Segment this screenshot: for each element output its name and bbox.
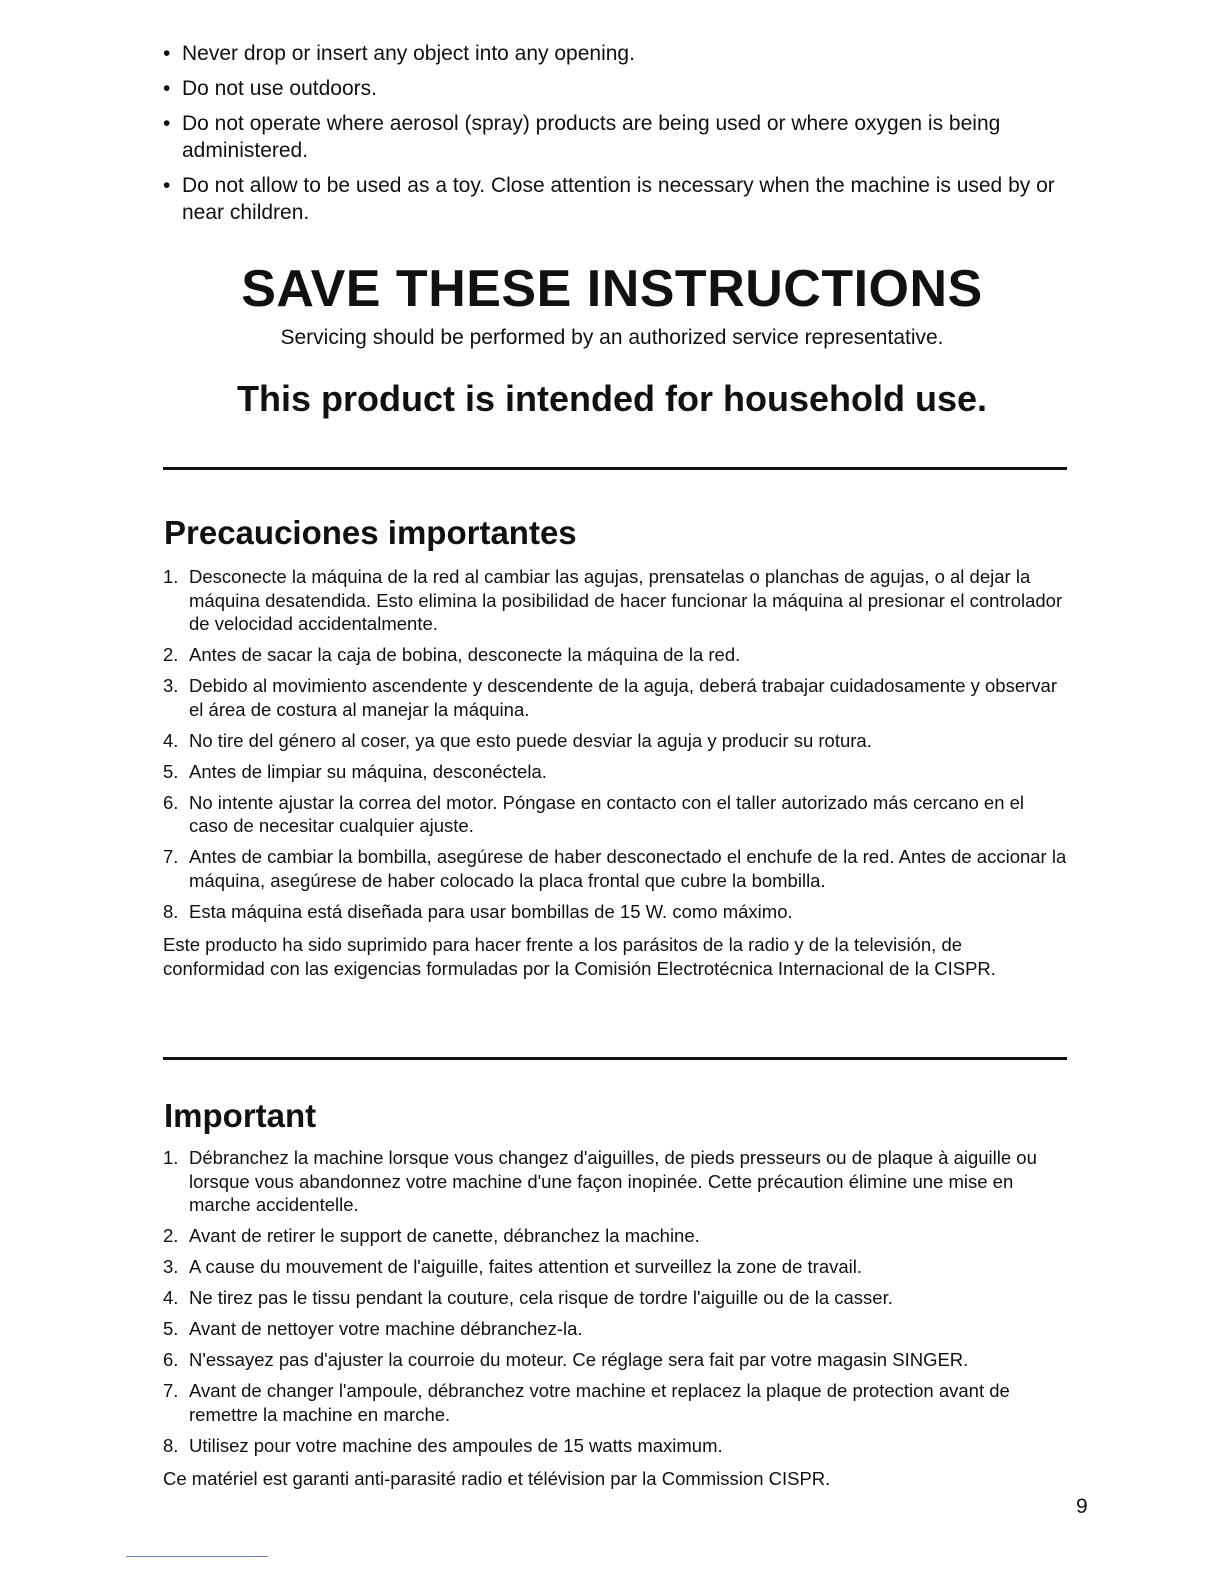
item-text: Esta máquina está diseñada para usar bombillas de 15 W. como máximo. [189, 900, 793, 922]
list-item [163, 1255, 1068, 1279]
item-number: 1. [163, 566, 179, 587]
item-number: 8. [163, 900, 179, 922]
item-text: Antes de cambiar la bombilla, asegúrese de haber desconectado el enchufe de la red. Antes de accionar la máquina, asegúrese de haber colocado la placa frontal que cubre la bombilla. [189, 846, 1067, 891]
item-text: N'essayez pas d'ajuster la courroie du moteur. Ce réglage sera fait par votre magasin SINGER. [189, 1349, 969, 1370]
footer-mark [126, 1556, 268, 1557]
section-divider [163, 467, 1067, 470]
item-number: 7. [163, 846, 179, 867]
list-item [163, 1317, 1068, 1341]
list-item [163, 845, 1068, 892]
list-item [163, 1434, 1068, 1458]
item-text: Avant de nettoyer votre machine débranchez-la. [189, 1318, 583, 1339]
warning-item: • Do not operate where aerosol (spray) products are being used or where oxygen is being administered. [163, 110, 1068, 164]
french-interference-note: Ce matériel est garanti anti-parasité radio et télévision par la Commission CISPR. [163, 1468, 831, 1489]
spanish-interference-note: Este producto ha sido suprimido para hacer frente a los parásitos de la radio y de la televisión, de conformidad con las exigencias formuladas por la Comisión Electrotécnica Internacional de la CISPR. [163, 934, 996, 979]
french-section-title: Important [164, 1097, 317, 1134]
item-number: 7. [163, 1380, 179, 1401]
item-number: 4. [163, 729, 179, 751]
warning-list [163, 40, 1068, 234]
item-text: Avant de changer l'ampoule, débranchez votre machine et replacez la plaque de protection avant de remettre la machine en marche. [189, 1380, 1010, 1425]
item-number: 6. [163, 791, 179, 813]
item-text: A cause du mouvement de l'aiguille, faites attention et surveillez la zone de travail. [189, 1256, 863, 1277]
save-instructions-heading: SAVE THESE INSTRUCTIONS [241, 260, 983, 318]
item-number: 1. [163, 1147, 179, 1168]
list-item [163, 791, 1068, 838]
item-text: Debido al movimiento ascendente y descendente de la aguja, deberá trabajar cuidadosamente y observar el área de costura al manejar la máquina. [189, 675, 1057, 720]
list-item [163, 729, 1068, 753]
item-text: Débranchez la machine lorsque vous changez d'aiguilles, de pieds presseurs ou de plaque à aiguille ou lorsque vous abandonnez votre machine d'une façon inopinée. Cette précaution élimine une mise en marche accidentelle. [189, 1147, 1037, 1215]
warning-item: • Do not use outdoors. [163, 75, 1068, 102]
item-number: 2. [163, 1225, 179, 1246]
list-item [163, 760, 1068, 784]
item-text: Utilisez pour votre machine des ampoules de 15 watts maximum. [189, 1434, 723, 1456]
page-number: 9 [1076, 1495, 1088, 1518]
list-item [163, 1286, 1068, 1310]
list-item [163, 900, 1068, 924]
item-text: Antes de limpiar su máquina, desconéctela. [189, 760, 547, 782]
list-item [163, 1379, 1068, 1426]
servicing-note: Servicing should be performed by an authorized service representative. [280, 326, 944, 349]
item-number: 2. [163, 644, 179, 665]
warning-item: • Never drop or insert any object into any opening. [163, 40, 1068, 67]
item-number: 5. [163, 760, 179, 782]
item-text: Desconecte la máquina de la red al cambiar las agujas, prensatelas o planchas de agujas, o al dejar la máquina desatendida. Esto elimina la posibilidad de hacer funcionar la máquina al presionar el controlador de velocidad accidentalmente. [189, 566, 1063, 634]
item-text: Ne tirez pas le tissu pendant la couture, cela risque de tordre l'aiguille ou de la casser. [189, 1287, 893, 1308]
list-item [163, 565, 1068, 636]
item-number: 3. [163, 1256, 179, 1277]
item-number: 5. [163, 1318, 179, 1339]
item-number: 4. [163, 1287, 179, 1308]
item-number: 8. [163, 1434, 179, 1456]
item-number: 3. [163, 675, 179, 696]
list-item [163, 674, 1068, 721]
section-divider [163, 1057, 1067, 1060]
spanish-precautions-list [163, 565, 1068, 931]
item-number: 6. [163, 1349, 179, 1370]
list-item [163, 1224, 1068, 1248]
item-text: No intente ajustar la correa del motor. Póngase en contacto con el taller autorizado más cercano en el caso de necesitar cualquier ajuste. [189, 791, 1025, 836]
list-item [163, 1146, 1068, 1217]
french-precautions-list [163, 1146, 1068, 1465]
item-text: No tire del género al coser, ya que esto puede desviar la aguja y producir su rotura. [189, 729, 872, 751]
item-text: Avant de retirer le support de canette, débranchez la machine. [189, 1225, 700, 1246]
spanish-section-title: Precauciones importantes [164, 514, 577, 551]
item-text: Antes de sacar la caja de bobina, desconecte la máquina de la red. [189, 644, 741, 665]
warning-item: • Do not allow to be used as a toy. Close attention is necessary when the machine is used by or near children. [163, 172, 1068, 226]
list-item [163, 1348, 1068, 1372]
list-item [163, 643, 1068, 667]
household-use-heading: This product is intended for household use. [236, 378, 988, 419]
